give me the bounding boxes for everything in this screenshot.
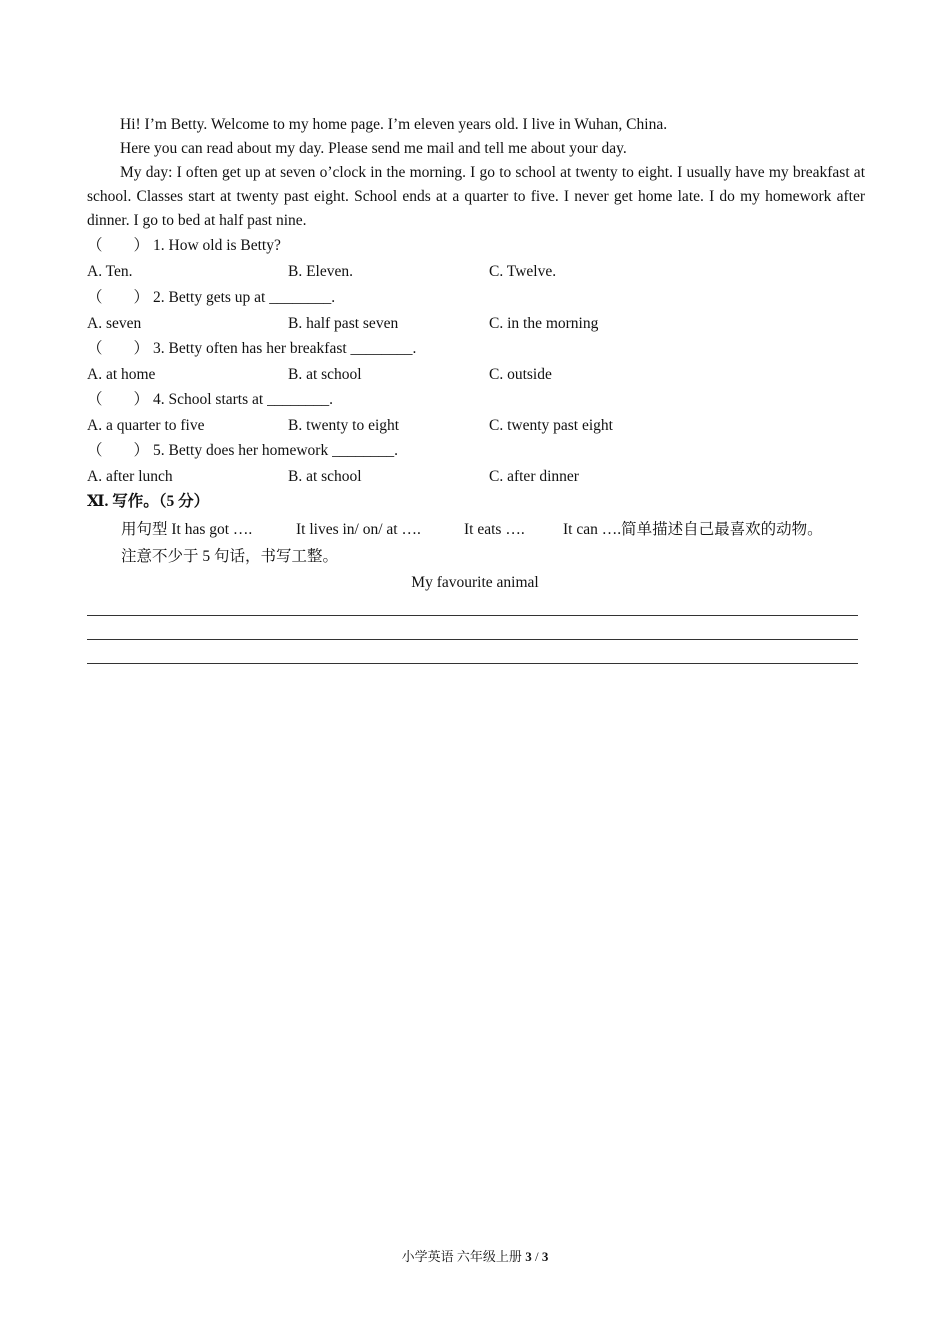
instruction-part: It can ….简单描述自己最喜欢的动物。: [563, 521, 823, 538]
section-heading-writing: Ⅺ. 写作。（5 分）: [87, 493, 210, 510]
options-3: [87, 363, 865, 387]
option-c: C. outside: [489, 366, 552, 383]
options-5: [87, 465, 865, 489]
writing-line[interactable]: [87, 663, 858, 664]
footer-subject: 小学英语 六年级上册: [401, 1249, 522, 1264]
option-b: B. at school: [288, 468, 362, 485]
passage-line-1: Hi! I’m Betty. Welcome to my home page. I’m eleven years old. I live in Wuhan, China.: [120, 116, 668, 133]
question-text: 4. School starts at ________.: [153, 391, 333, 408]
page-separator: /: [531, 1249, 542, 1264]
options-2: [87, 312, 865, 336]
answer-blank[interactable]: （ ）: [87, 237, 150, 254]
answer-blank[interactable]: （ ）: [87, 391, 150, 408]
page-footer: [0, 1246, 950, 1265]
page-number: 3: [525, 1249, 532, 1264]
options-4: [87, 414, 865, 438]
option-c: C. twenty past eight: [489, 417, 613, 434]
writing-line[interactable]: [87, 615, 858, 616]
option-a: A. at home: [87, 366, 156, 383]
page-total: 3: [541, 1249, 549, 1264]
question-1: [87, 234, 281, 258]
option-b: B. Eleven.: [288, 263, 353, 280]
option-b: B. at school: [288, 366, 362, 383]
instruction-part: It eats ….: [464, 521, 525, 538]
question-4: [87, 388, 333, 412]
answer-blank[interactable]: （ ）: [87, 340, 150, 357]
question-5: [87, 439, 398, 463]
option-b: B. twenty to eight: [288, 417, 400, 434]
answer-blank[interactable]: （ ）: [87, 442, 150, 459]
instruction-part: It lives in/ on/ at ….: [296, 521, 421, 538]
writing-line[interactable]: [87, 639, 858, 640]
question-text: 1. How old is Betty?: [153, 237, 281, 254]
question-text: 2. Betty gets up at ________.: [153, 289, 336, 306]
option-a: A. a quarter to five: [87, 417, 205, 434]
writing-instruction-2: 注意不少于 5 句话，书写工整。: [121, 548, 339, 565]
option-a: A. Ten.: [87, 263, 133, 280]
passage-paragraph-3: My day: I often get up at seven o’clock in the morning. I go to school at twenty to eight. I usually have my breakfast at school. Classes start at twenty past eight. School ends at a quarter to five. I never get home late. I do my homework after dinner. I go to bed at half past nine.: [87, 164, 865, 229]
question-text: 3. Betty often has her breakfast ________.: [153, 340, 417, 357]
option-a: A. after lunch: [87, 468, 173, 485]
question-2: [87, 286, 335, 310]
writing-instruction-1: [121, 518, 823, 542]
question-3: [87, 337, 416, 361]
option-c: C. after dinner: [489, 468, 579, 485]
answer-blank[interactable]: （ ）: [87, 289, 150, 306]
option-c: C. Twelve.: [489, 263, 557, 280]
writing-title: My favourite animal: [411, 574, 539, 591]
question-text: 5. Betty does her homework ________.: [153, 442, 398, 459]
option-a: A. seven: [87, 315, 142, 332]
option-b: B. half past seven: [288, 315, 399, 332]
passage-line-2: Here you can read about my day. Please send me mail and tell me about your day.: [120, 140, 627, 157]
option-c: C. in the morning: [489, 315, 599, 332]
options-1: [87, 260, 865, 284]
instruction-part: 用句型 It has got ….: [121, 521, 253, 538]
